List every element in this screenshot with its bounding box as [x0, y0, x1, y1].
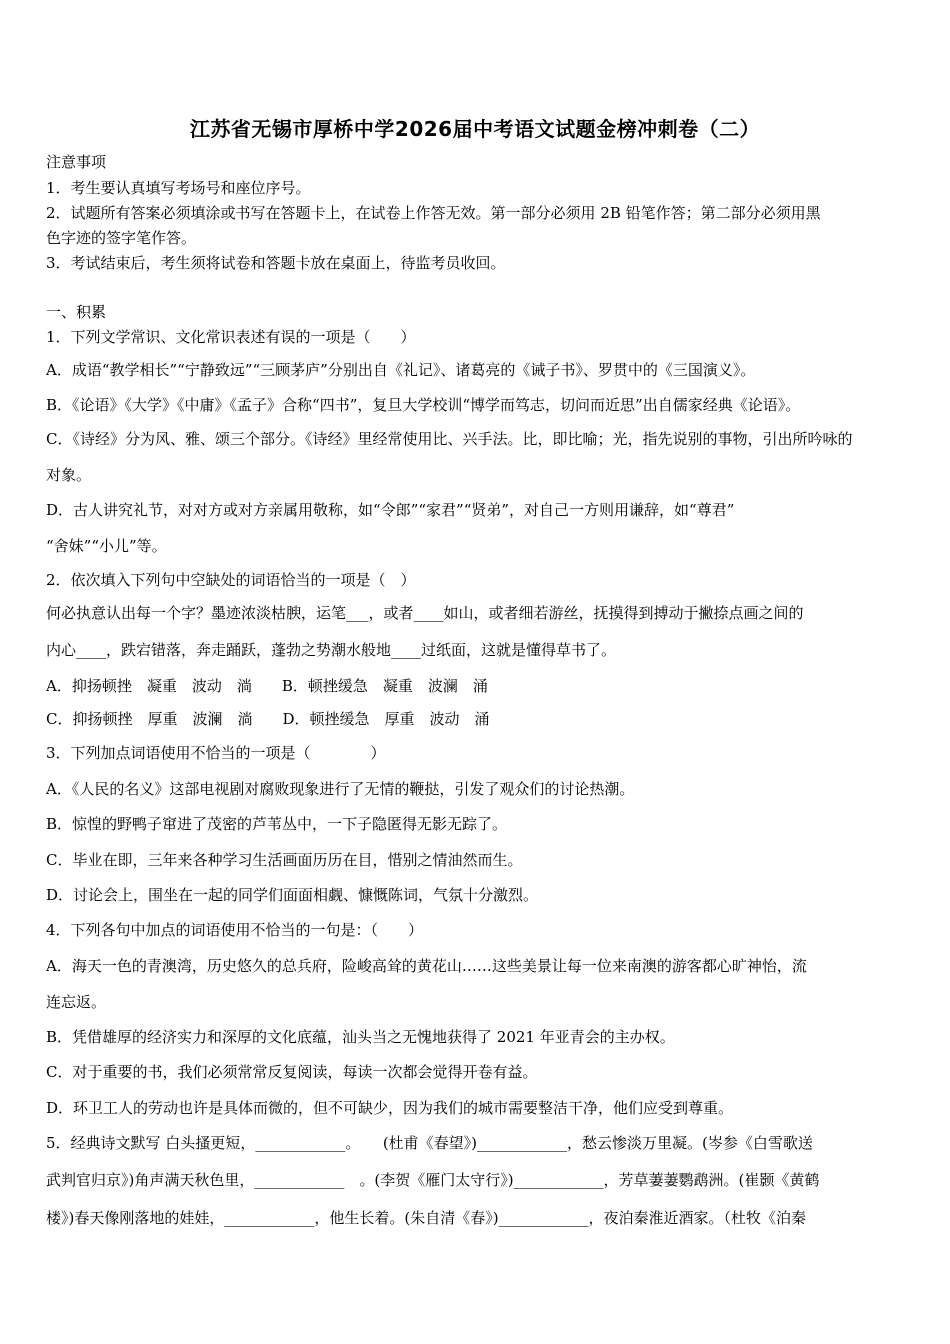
- question-2-options-ab: A．抑扬顿挫 凝重 波动 淌 B．顿挫缓急 凝重 波澜 涌: [46, 677, 488, 695]
- question-1-option-d-cont: “舍妹”“小儿”等。: [46, 537, 167, 555]
- question-1-option-a: A．成语“教学相长”“宁静致远”“三顾茅庐”分别出自《礼记》、诸葛亮的《诫子书》、罗贯中的《三国演义》。: [46, 361, 756, 379]
- question-4-option-a: A．海天一色的青澳湾，历史悠久的总兵府，险峻高耸的黄花山……这些美景让每一位来南澳的游客都心旷神怡，流: [46, 957, 807, 975]
- question-1-option-c: C．《诗经》分为风、雅、颂三个部分。《诗经》里经常使用比、兴手法。比，即比喻；光，指先说别的事物，引出所吟咏的: [46, 430, 853, 448]
- question-1-option-b: B．《论语》《大学》《中庸》《孟子》合称“四书”，复旦大学校训“博学而笃志，切问而近思”出自儒家经典《论语》。: [46, 396, 801, 414]
- question-3-option-a: A．《人民的名义》这部电视剧对腐败现象进行了无情的鞭挞，引发了观众们的讨论热潮。: [46, 780, 635, 798]
- question-3-stem: 3．下列加点词语使用不恰当的一项是（ ）: [46, 744, 386, 762]
- question-2-text-cont: 内心____，跌宕错落，奔走踊跃，蓬勃之势潮水般地____过纸面，这就是懂得草书了。: [46, 641, 617, 659]
- notice-item: 3．考试结束后，考生须将试卷和答题卡放在桌面上，待监考员收回。: [46, 254, 506, 272]
- notice-item: 色字迹的签字笔作答。: [46, 229, 197, 247]
- question-3-option-d: D．讨论会上，围坐在一起的同学们面面相觑、慷慨陈词，气氛十分激烈。: [46, 886, 539, 904]
- question-1-option-c-cont: 对象。: [46, 466, 92, 484]
- question-5-line: 楼》)春天像刚落地的娃娃，____________，他生长着。(朱自清《春》)____________，夜泊秦淮近酒家。（杜牧《泊秦: [46, 1209, 807, 1227]
- question-2-options-cd: C．抑扬顿挫 厚重 波澜 淌 D．顿挫缓急 厚重 波动 涌: [46, 710, 490, 728]
- question-5-line: 武判官归京》)角声满天秋色里，____________ 。(李贺《雁门太守行》)____________，芳草萋萋鹦鹉洲。(崔颢《黄鹤: [46, 1171, 820, 1189]
- question-1-stem: 1．下列文学常识、文化常识表述有误的一项是（ ）: [46, 328, 416, 346]
- exam-title: 江苏省无锡市厚桥中学2026届中考语文试题金榜冲刺卷（二）: [189, 117, 761, 141]
- question-3-option-c: C．毕业在即，三年来各种学习生活画面历历在目，惜别之情油然而生。: [46, 851, 523, 869]
- question-4-option-b: B．凭借雄厚的经济实力和深厚的文化底蕴，汕头当之无愧地获得了 2021 年亚青会的主办权。: [46, 1028, 675, 1046]
- question-2-stem: 2．依次填入下列句中空缺处的词语恰当的一项是（ ）: [46, 571, 416, 589]
- question-4-option-d: D．环卫工人的劳动也许是具体而微的，但不可缺少，因为我们的城市需要整洁干净，他们应受到尊重。: [46, 1099, 734, 1117]
- question-4-option-c: C．对于重要的书，我们必须常常反复阅读，每读一次都会觉得开卷有益。: [46, 1063, 538, 1081]
- question-1-option-d: D．古人讲究礼节，对对方或对方亲属用敬称，如“令郎”“家君”“贤弟”，对自己一方则用谦辞，如“尊君”: [46, 501, 735, 519]
- notice-heading: 注意事项: [46, 153, 107, 171]
- question-5-line: 5．经典诗文默写 白头搔更短，____________。 (杜甫《春望》)____________，愁云惨淡万里凝。(岑参《白雪歌送: [46, 1134, 813, 1152]
- notice-item: 1．考生要认真填写考场号和座位序号。: [46, 179, 311, 197]
- question-3-option-b: B．惊惶的野鸭子窜进了茂密的芦苇丛中，一下子隐匿得无影无踪了。: [46, 815, 508, 833]
- question-4-option-a-cont: 连忘返。: [46, 993, 107, 1011]
- question-2-text: 何必执意认出每一个字？墨迹浓淡枯腴，运笔___，或者____如山，或者细若游丝，抚摸得到搏动于撇捺点画之间的: [46, 604, 804, 622]
- section-heading: 一、积累: [46, 303, 107, 321]
- notice-item: 2．试题所有答案必须填涂或书写在答题卡上，在试卷上作答无效。第一部分必须用 2B 铅笔作答；第二部分必须用黑: [46, 204, 821, 222]
- question-4-stem: 4．下列各句中加点的词语使用不恰当的一句是：（ ）: [46, 921, 424, 939]
